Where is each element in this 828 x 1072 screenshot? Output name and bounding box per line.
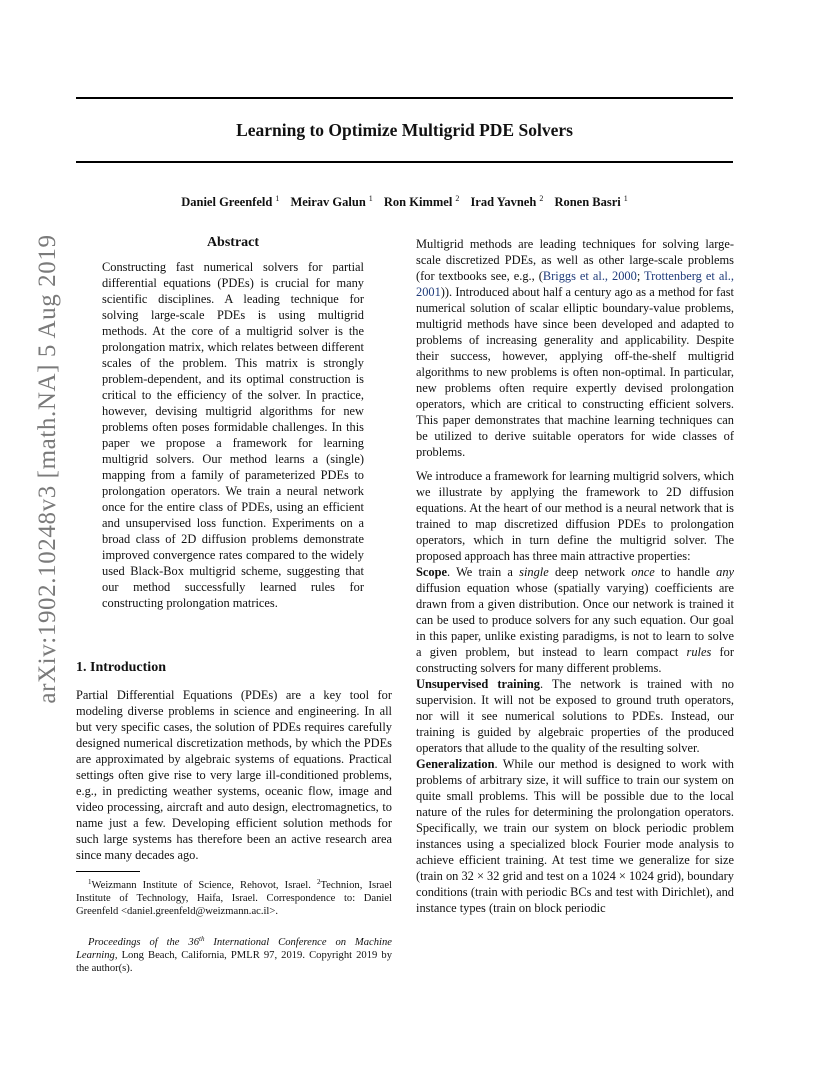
paragraph-text: )). Introduced about half a century ago as a method for fast numerical solution of scalar elliptic boundary-value problems, multigrid methods have since been developed and adapted to problems of increasing generality and applicability. Despite their success, however, applying off-the-shelf multigrid algorithms to new problems is often non-optimal. In particular, new problems often require expertly devised prolongation operators, which are critical to constructing efficient solvers. This paper demonstrates that machine learning techniques can be utilized to derive suitable operators for wide classes of problems. — [416, 285, 734, 459]
emphasis: rules — [686, 645, 712, 659]
author-affiliation-mark: 2 — [455, 194, 460, 203]
author — [181, 195, 279, 209]
abstract-body — [102, 259, 364, 611]
citation-link[interactable]: Trottenberg et al., 2001 — [416, 269, 734, 299]
paragraph-text: to handle — [654, 565, 717, 579]
emphasis: once — [631, 565, 655, 579]
paragraph-text: deep network — [548, 565, 632, 579]
paragraph-text: for constructing solvers for many different problems. — [416, 645, 735, 675]
author-name: Ronen Basri — [554, 195, 621, 209]
paragraph-text: We introduce a framework for learning multigrid solvers, which we illustrate by applying the framework to 2D diffusion equations. At the heart of our method is a neural network that is trained to map discretized diffusion PDEs to prolongation operators, which in turn define the multigrid solver. The proposed approach has three main attractive properties: — [416, 469, 734, 563]
paper-title: Learning to Optimize Multigrid PDE Solvers — [236, 120, 573, 140]
author-name: Ron Kimmel — [383, 195, 453, 209]
footnote-proceedings — [76, 933, 392, 975]
footnote-text: Weizmann Institute of Science, Rehovot, Israel. — [91, 880, 311, 891]
paragraph-text: diffusion equation whose (spatially varying) coefficients are drawn from a given distribution. Once our network is trained it can be used to produce solvers for any such equation. Our goal in this paper, unlike existing paradigms, is not to learn to solve a given problem, but instead to learn compact — [416, 581, 734, 659]
paragraph-framework — [416, 468, 734, 916]
proceedings-ordinal: th — [199, 935, 205, 943]
footnote-text: Technion, Israel Institute of Technology, Haifa, Israel. Correspondence to: Daniel Greenfeld <daniel.greenfeld@weizmann.ac.il>. — [76, 880, 392, 917]
footnote-affiliations — [76, 876, 392, 918]
footnote-rule — [76, 871, 140, 872]
abstract-text: Constructing fast numerical solvers for partial differential equations (PDEs) is crucial for many scientific disciplines. A leading technique for solving large-scale PDEs is using multigrid methods. At the core of a multigrid solver is the prolongation matrix, which relates between different scales of the problem. This matrix is strongly problem-dependent, and its optimal construction is critical to the efficiency of the solver. In practice, however, devising multigrid algorithms for new problems often poses formidable challenges. In this paper we propose a framework for learning multigrid solvers. Our method learns a (single) mapping from a family of parameterized PDEs to prolongation operators. We train a neural network once for the entire class of PDEs, using an efficient and unsupervised loss function. Experiments on a broad class of 2D diffusion problems demonstrate improved convergence rates compared to the widely used Black-Box multigrid scheme, suggesting that our method successfully learned rules for constructing prolongation matrices. — [102, 260, 364, 610]
citation-link[interactable]: Briggs et al., 2000 — [542, 269, 637, 283]
paragraph-text: Multigrid methods are leading techniques for solving large-scale discretized PDEs, as well as other large-scale problems (for textbooks see, e.g., ( — [416, 237, 734, 283]
paragraph-text: ; — [636, 269, 645, 283]
author — [470, 195, 543, 209]
proceedings-text: Proceedings of the 36 — [88, 937, 199, 948]
paragraph-text: . The network is trained with no supervision. It will not be exposed to ground truth operators, nor will it see numerical solutions to PDEs. Instead, our training is guided by algebraic properties of the produced operators that allude to the quality of the resulting solver. — [416, 677, 734, 755]
introduction-paragraph: Partial Differential Equations (PDEs) are a key tool for modeling diverse problems in science and engineering. In all but very specific cases, the solution of PDEs requires carefully designed numerical discretization methods, by which the PDEs are approximated by algebraic systems of equations. Practical settings often give rise to very large ill-conditioned problems, e.g., in predicting weather systems, oceanic flow, image and video processing, aircraft and auto design, electromagnetics, to name just a few. Developing efficient solution methods for such large systems has therefore been an active research area since many decades ago. — [76, 688, 392, 862]
emphasis: single — [519, 565, 549, 579]
right-column — [416, 236, 734, 916]
author-list — [76, 190, 733, 211]
paragraph-multigrid — [416, 236, 734, 460]
proceedings-copyright: , Long Beach, California, PMLR 97, 2019. Copyright 2019 by the author(s). — [76, 950, 392, 974]
footnote-mark: 2 — [316, 878, 321, 886]
proceedings-text: International Conference on Machine Learning — [76, 937, 392, 961]
generalization-label: Generalization — [416, 757, 495, 771]
author-name: Daniel Greenfeld — [181, 195, 273, 209]
author-affiliation-mark: 1 — [275, 194, 280, 203]
section-heading-introduction: 1. Introduction — [76, 660, 166, 675]
unsupervised-label: Unsupervised training — [416, 677, 541, 691]
footnote-mark: 1 — [88, 878, 92, 886]
title-bottom-rule — [76, 161, 733, 163]
paragraph-text: . While our method is designed to work with problems of arbitrary size, it will suffice to train our system on quite small problems. This will be possible due to the local nature of the rules for determining the prolongation operators. Specifically, we train our system on block periodic problem instances using a specialized block Fourier mode analysis to achieve efficient training. At test time we generalize for size (train on 32 × 32 grid and test on a 1024 × 1024 grid), boundary conditions (train with periodic BCs and test with Dirichlet), and instance types (train on block periodic — [416, 757, 734, 915]
author — [554, 195, 627, 209]
scope-label: Scope — [416, 565, 447, 579]
abstract-heading: Abstract — [206, 235, 260, 250]
arxiv-stamp: arXiv:1902.10248v3 [math.NA] 5 Aug 2019 — [34, 234, 61, 704]
author-affiliation-mark: 2 — [539, 194, 544, 203]
introduction-body — [76, 687, 392, 863]
author-affiliation-mark: 1 — [368, 194, 373, 203]
emphasis: any — [716, 565, 735, 579]
author — [290, 195, 372, 209]
title-top-rule — [76, 97, 733, 99]
author-affiliation-mark: 1 — [623, 194, 628, 203]
author — [384, 195, 459, 209]
paragraph-text: . We train a — [446, 565, 520, 579]
author-name: Irad Yavneh — [470, 195, 537, 209]
author-name: Meirav Galun — [290, 195, 366, 209]
